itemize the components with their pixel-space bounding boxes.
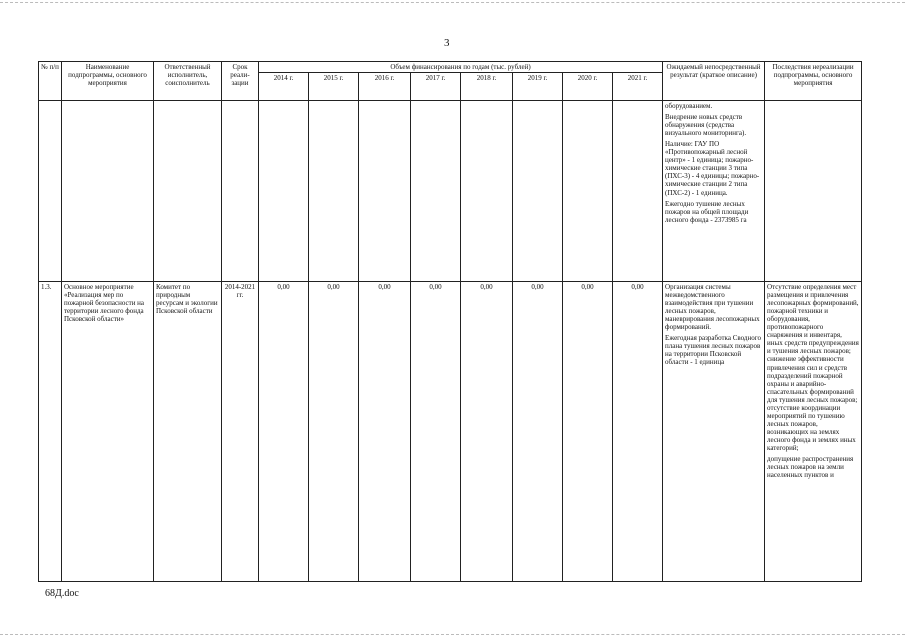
row-value: 0,00	[513, 282, 563, 582]
row-value: 0,00	[309, 282, 359, 582]
header-year: 2020 г.	[563, 73, 613, 101]
header-year: 2017 г.	[411, 73, 461, 101]
table-row-1-3	[39, 282, 862, 582]
scan-edge-top	[0, 2, 905, 3]
header-year: 2016 г.	[359, 73, 411, 101]
header-executor: Ответственный исполнитель, соисполнитель	[154, 62, 222, 101]
page-number: 3	[444, 37, 450, 49]
row-value: 0,00	[613, 282, 663, 582]
result-paragraph: Ежегодно тушение лесных пожаров на общей площади лесного фонда - 2373985 га	[665, 199, 749, 224]
header-consequences: Последствия нереализации подпрограммы, основного мероприятия	[765, 62, 862, 101]
result-paragraph: Внедрение новых средств обнаружения (средства визуального мониторинга).	[665, 113, 747, 138]
result-cell	[663, 101, 765, 282]
row-value: 0,00	[461, 282, 513, 582]
header-term: Срок реали-зации	[222, 62, 259, 101]
row-value: 0,00	[259, 282, 309, 582]
row-value: 0,00	[411, 282, 461, 582]
header-name: Наименование подпрограммы, основного мероприятия	[62, 62, 154, 101]
result-cell	[663, 282, 765, 582]
consequences-paragraph: допущение распространения лесных пожаров на земли населенных пунктов и	[767, 455, 854, 480]
footer-filename: 68Д.doc	[45, 588, 79, 599]
header-year: 2019 г.	[513, 73, 563, 101]
consequences-paragraph: Отсутствие определения мест размещения и привлечения лесопожарных формирований, пожарной техники и оборудования, противопожарного снаряжения и инвентаря, иных средств предупреждения и тушения лесных пожаров; снижение эффективности привлечения сил и средств подразделений пожарной охраны и аварийно-спасательных формирований для тушения лесных пожаров; отсутствие координации мероприятий по тушению лесных пожаров, возникающих на землях лесного фонда и землях иных категорий;	[767, 283, 859, 452]
row-value: 0,00	[563, 282, 613, 582]
result-paragraph: Наличие: ГАУ ПО «Противопожарный лесной центр» - 1 единица; пожарно-химические станции 3 типа (ПХС-3) - 4 единицы; пожарно-химические станции 2 типа (ПХС-2) - 1 единица.	[665, 140, 760, 197]
header-year: 2015 г.	[309, 73, 359, 101]
consequences-cell	[765, 282, 862, 582]
row-term: 2014-2021 гг.	[222, 282, 259, 582]
row-executor: Комитет по природным ресурсам и экологии Псковской области	[154, 282, 222, 582]
header-result: Ожидаемый непосредственный результат (краткое описание)	[663, 62, 765, 101]
row-value: 0,00	[359, 282, 411, 582]
scan-edge-bottom	[0, 634, 905, 635]
table-row-continued	[39, 101, 862, 282]
row-name: Основное мероприятие «Реализация мер по пожарной безопасности на территории лесного фонда Псковской области»	[62, 282, 154, 582]
header-year: 2018 г.	[461, 73, 513, 101]
result-paragraph: Организация системы межведомственного взаимодействия при тушении лесных пожаров, маневрирования лесопожарных формирований.	[665, 283, 760, 332]
header-year: 2014 г.	[259, 73, 309, 101]
header-num: № п/п	[39, 62, 62, 101]
header-year: 2021 г.	[613, 73, 663, 101]
row-number: 1.3.	[39, 282, 62, 582]
program-table	[38, 61, 862, 582]
result-paragraph: оборудованием.	[665, 102, 713, 111]
header-funding: Объем финансирования по годам (тыс. рублей)	[259, 62, 663, 73]
result-paragraph: Ежегодная разработка Сводного плана тушения лесных пожаров на территории Псковской области - 1 единица	[665, 334, 761, 367]
